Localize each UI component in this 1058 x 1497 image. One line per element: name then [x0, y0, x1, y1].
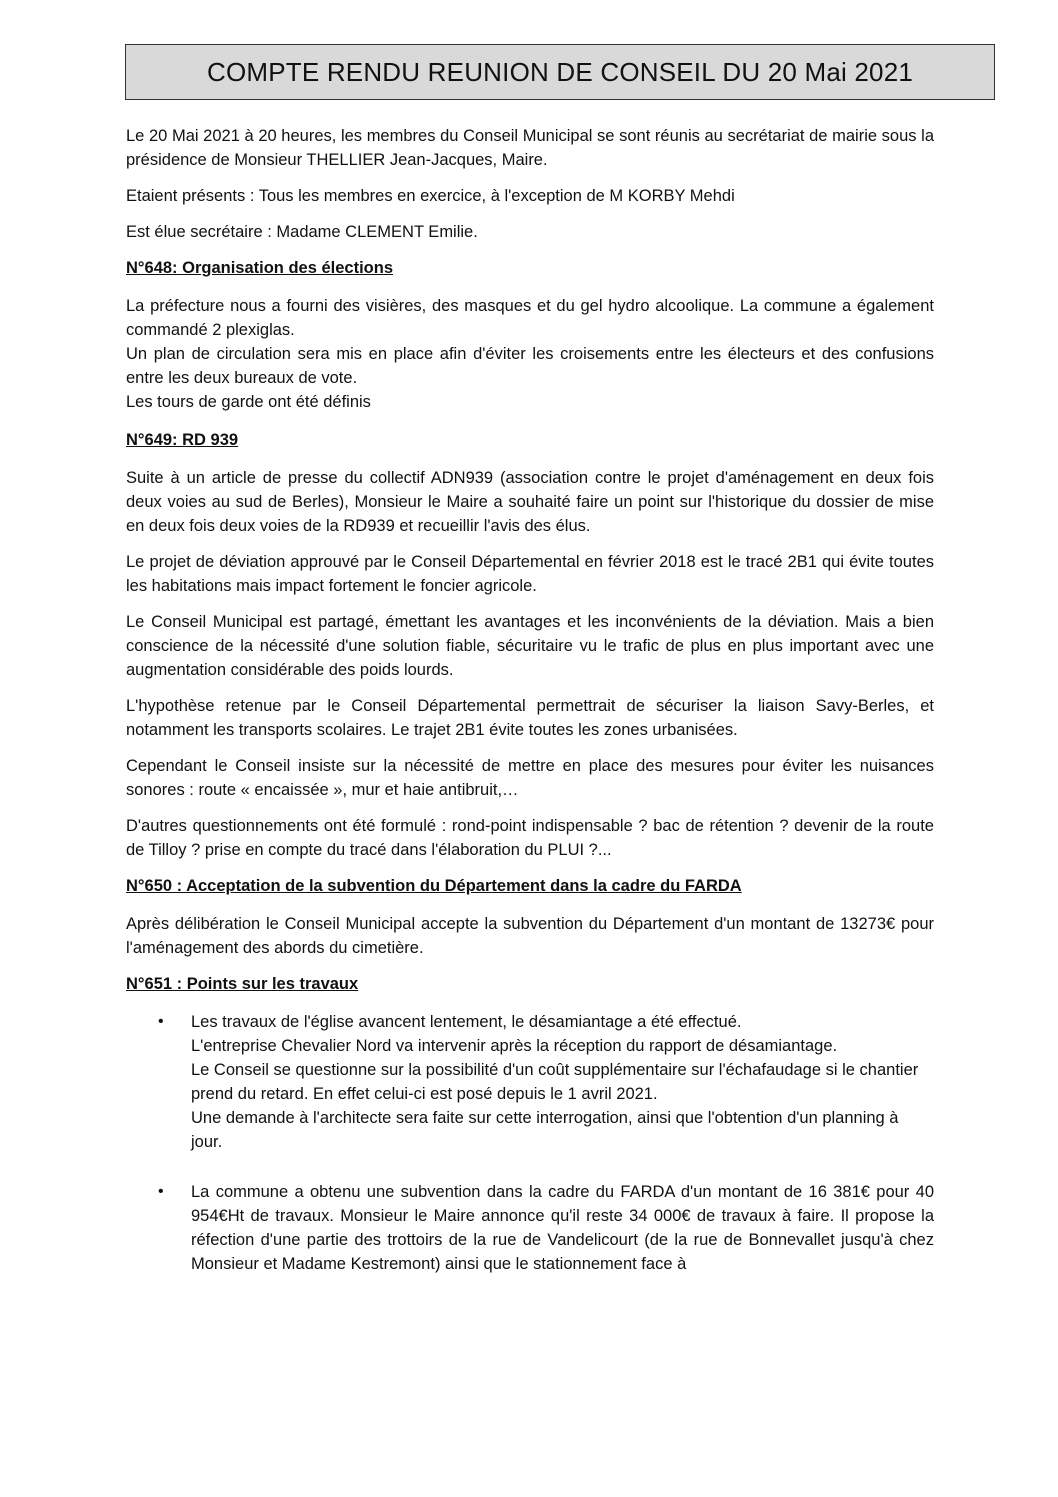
list-item	[126, 1180, 934, 1276]
list-item-line: Une demande à l'architecte sera faite sur cette interrogation, ainsi que l'obtention d'un planning à jour.	[191, 1109, 899, 1151]
section-650-heading: N°650 : Acceptation de la subvention du Département dans la cadre du FARDA	[126, 877, 742, 895]
section-649-paragraph: D'autres questionnements ont été formulé : rond-point indispensable ? bac de rétention ? devenir de la route de Tilloy ? prise en compte du tracé dans l'élaboration du PLUI ?...	[126, 817, 934, 859]
secretary-paragraph: Est élue secrétaire : Madame CLEMENT Emilie.	[126, 223, 478, 241]
list-spacer	[126, 1154, 934, 1180]
intro-paragraph: Le 20 Mai 2021 à 20 heures, les membres du Conseil Municipal se sont réunis au secrétariat de mairie sous la présidence de Monsieur THELLIER Jean-Jacques, Maire.	[126, 127, 934, 169]
section-650-paragraph: Après délibération le Conseil Municipal accepte la subvention du Département d'un montant de 13273€ pour l'aménagement des abords du cimetière.	[126, 915, 934, 957]
list-item-line: Le Conseil se questionne sur la possibilité d'un coût supplémentaire sur l'échafaudage si le chantier prend du retard. En effet celui-ci est posé depuis le 1 avril 2021.	[191, 1061, 919, 1103]
list-item-line: Les travaux de l'église avancent lentement, le désamiantage a été effectué.	[191, 1013, 742, 1031]
section-649-paragraph: Le projet de déviation approuvé par le Conseil Départemental en février 2018 est le tracé 2B1 qui évite toutes les habitations mais impact fortement le foncier agricole.	[126, 553, 934, 595]
list-item	[126, 1010, 934, 1154]
section-649-heading: N°649: RD 939	[126, 431, 239, 449]
page-title: COMPTE RENDU REUNION DE CONSEIL DU 20 Mai 2021	[206, 56, 914, 87]
works-list	[126, 1010, 934, 1276]
bullet-icon: •	[158, 1183, 164, 1200]
section-651-heading: N°651 : Points sur les travaux	[126, 975, 359, 993]
section-649-paragraph: L'hypothèse retenue par le Conseil Départemental permettrait de sécuriser la liaison Savy-Berles, et notamment les transports scolaires. Le trajet 2B1 évite toutes les zones urbanisées.	[126, 697, 934, 739]
list-item-line: L'entreprise Chevalier Nord va intervenir après la réception du rapport de désamiantage.	[191, 1037, 838, 1055]
section-649-paragraph: Suite à un article de presse du collectif ADN939 (association contre le projet d'aménagement en deux fois deux voies au sud de Berles), Monsieur le Maire a souhaité faire un point sur l'historique du dossier de mise en deux fois deux voies de la RD939 et recueillir l'avis des élus.	[126, 469, 934, 535]
section-648-line: Les tours de garde ont été définis	[126, 393, 371, 411]
section-648-heading: N°648: Organisation des élections	[126, 259, 394, 277]
title-box	[125, 44, 995, 100]
section-648-line: Un plan de circulation sera mis en place afin d'éviter les croisements entre les électeurs et des confusions entre les deux bureaux de vote.	[126, 345, 934, 387]
attendance-paragraph: Etaient présents : Tous les membres en exercice, à l'exception de M KORBY Mehdi	[126, 187, 735, 205]
section-649-paragraph: Cependant le Conseil insiste sur la nécessité de mettre en place des mesures pour éviter les nuisances sonores : route « encaissée », mur et haie antibruit,…	[126, 757, 934, 799]
section-648-line: La préfecture nous a fourni des visières, des masques et du gel hydro alcoolique. La commune a également commandé 2 plexiglas.	[126, 297, 934, 339]
bullet-icon: •	[158, 1013, 164, 1030]
list-item-text: La commune a obtenu une subvention dans la cadre du FARDA d'un montant de 16 381€ pour 40 954€Ht de travaux. Monsieur le Maire annonce qu'il reste 34 000€ de travaux à faire. Il propose la réfection d'une partie des trottoirs de la rue de Vandelicourt (de la rue de Bonnevallet jusqu'à chez Monsieur et Madame Kestremont) ainsi que le stationnement face à	[191, 1183, 934, 1273]
document-body	[126, 124, 934, 1276]
section-649-paragraph: Le Conseil Municipal est partagé, émettant les avantages et les inconvénients de la déviation. Mais a bien conscience de la nécessité d'une solution fiable, sécuritaire vu le trafic de plus en plus important avec une augmentation considérable des poids lourds.	[126, 613, 934, 679]
